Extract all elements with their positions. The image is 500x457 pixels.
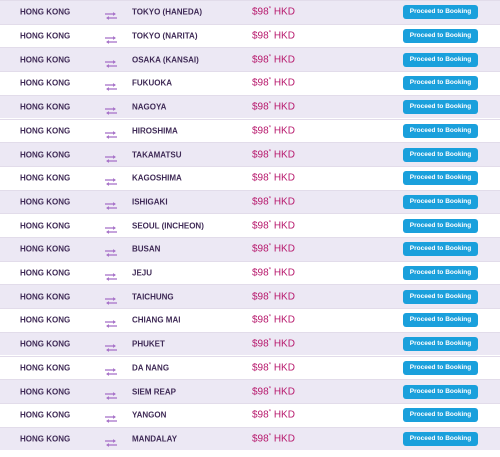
fare-price [252,31,295,42]
swap-arrows-icon [104,103,118,112]
fare-row [0,24,500,48]
price-footnote-mark: * [268,6,272,13]
destination-city: TAICHUNG [132,292,174,302]
swap-arrows-icon [104,174,118,183]
destination-city: FUKUOKA [132,78,172,88]
price-currency: HKD [273,6,295,18]
fare-row [0,142,500,166]
origin-city: HONG KONG [20,31,71,41]
origin-city: HONG KONG [20,197,71,207]
price-footnote-mark: * [268,314,272,321]
fare-row [0,427,500,451]
proceed-to-booking-button[interactable]: Proceed to Booking [403,171,478,185]
price-amount: $98 [252,386,269,398]
price-currency: HKD [273,172,295,184]
price-currency: HKD [273,243,295,255]
fare-price [252,78,295,89]
fare-price [252,196,295,207]
price-amount: $98 [252,267,269,279]
fare-price [252,362,295,373]
price-amount: $98 [252,172,269,184]
price-currency: HKD [273,409,295,421]
destination-city: BUSAN [132,244,161,254]
price-footnote-mark: * [268,433,272,440]
price-amount: $98 [252,291,269,303]
origin-city: HONG KONG [20,292,71,302]
destination-city: YANGON [132,410,167,420]
fare-price [252,244,295,255]
destination-city: TOKYO (NARITA) [132,31,198,41]
origin-city: HONG KONG [20,434,71,444]
swap-arrows-icon [104,126,118,135]
proceed-to-booking-button[interactable]: Proceed to Booking [403,53,478,67]
price-amount: $98 [252,101,269,113]
origin-city: HONG KONG [20,244,71,254]
destination-city: NAGOYA [132,102,167,112]
proceed-to-booking-button[interactable]: Proceed to Booking [403,290,478,304]
swap-arrows-icon [104,55,118,64]
proceed-to-booking-button[interactable]: Proceed to Booking [403,408,478,422]
swap-arrows-icon [104,434,118,443]
swap-arrows-icon [104,8,118,17]
fare-price [252,268,295,279]
proceed-to-booking-button[interactable]: Proceed to Booking [403,195,478,209]
price-currency: HKD [273,77,295,89]
price-footnote-mark: * [268,338,272,345]
fare-row [0,95,500,119]
swap-arrows-icon [104,411,118,420]
swap-arrows-icon [104,32,118,41]
origin-city: HONG KONG [20,126,71,136]
price-currency: HKD [273,101,295,113]
price-footnote-mark: * [268,386,272,393]
swap-arrows-icon [104,387,118,396]
fare-row [0,190,500,214]
price-amount: $98 [252,196,269,208]
price-currency: HKD [273,291,295,303]
origin-city: HONG KONG [20,102,71,112]
proceed-to-booking-button[interactable]: Proceed to Booking [403,242,478,256]
fare-row [0,261,500,285]
fare-row [0,166,500,190]
price-amount: $98 [252,243,269,255]
destination-city: PHUKET [132,339,165,349]
fare-row [0,403,500,427]
price-footnote-mark: * [268,172,272,179]
price-currency: HKD [273,196,295,208]
fare-price [252,54,295,65]
origin-city: HONG KONG [20,221,71,231]
proceed-to-booking-button[interactable]: Proceed to Booking [403,313,478,327]
destination-city: OSAKA (KANSAI) [132,55,199,65]
price-footnote-mark: * [268,267,272,274]
price-amount: $98 [252,125,269,137]
fare-price [252,173,295,184]
price-amount: $98 [252,54,269,66]
proceed-to-booking-button[interactable]: Proceed to Booking [403,76,478,90]
price-amount: $98 [252,409,269,421]
price-currency: HKD [273,125,295,137]
proceed-to-booking-button[interactable]: Proceed to Booking [403,124,478,138]
price-amount: $98 [252,220,269,232]
destination-city: CHIANG MAI [132,315,181,325]
swap-arrows-icon [104,150,118,159]
fare-row [0,284,500,308]
fare-price [252,102,295,113]
proceed-to-booking-button[interactable]: Proceed to Booking [403,5,478,19]
price-currency: HKD [273,30,295,42]
price-footnote-mark: * [268,77,272,84]
fare-price [252,433,295,444]
fare-row [0,308,500,332]
price-footnote-mark: * [268,220,272,227]
price-currency: HKD [273,338,295,350]
destination-city: KAGOSHIMA [132,173,182,183]
proceed-to-booking-button[interactable]: Proceed to Booking [403,266,478,280]
origin-city: HONG KONG [20,268,71,278]
price-currency: HKD [273,220,295,232]
price-footnote-mark: * [268,196,272,203]
origin-city: HONG KONG [20,7,71,17]
price-amount: $98 [252,338,269,350]
origin-city: HONG KONG [20,363,71,373]
destination-city: TOKYO (HANEDA) [132,7,203,17]
destination-city: SIEM REAP [132,387,177,397]
fare-row [0,71,500,95]
price-footnote-mark: * [268,291,272,298]
fare-price [252,386,295,397]
price-footnote-mark: * [268,125,272,132]
price-amount: $98 [252,77,269,89]
price-currency: HKD [273,433,295,445]
price-footnote-mark: * [268,101,272,108]
price-currency: HKD [273,362,295,374]
price-amount: $98 [252,149,269,161]
fare-row [0,119,500,143]
swap-arrows-icon [104,292,118,301]
destination-city: ISHIGAKI [132,197,168,207]
price-amount: $98 [252,362,269,374]
fare-row [0,0,500,24]
destination-city: DA NANG [132,363,170,373]
destination-city: TAKAMATSU [132,150,182,160]
fare-row [0,237,500,261]
proceed-to-booking-button[interactable]: Proceed to Booking [403,432,478,446]
price-amount: $98 [252,30,269,42]
fare-row [0,356,500,380]
fare-price [252,149,295,160]
origin-city: HONG KONG [20,55,71,65]
origin-city: HONG KONG [20,315,71,325]
origin-city: HONG KONG [20,339,71,349]
proceed-to-booking-button[interactable]: Proceed to Booking [403,219,478,233]
price-amount: $98 [252,433,269,445]
price-footnote-mark: * [268,243,272,250]
destination-city: SEOUL (INCHEON) [132,221,204,231]
price-currency: HKD [273,267,295,279]
origin-city: HONG KONG [20,387,71,397]
origin-city: HONG KONG [20,173,71,183]
swap-arrows-icon [104,316,118,325]
proceed-to-booking-button[interactable]: Proceed to Booking [403,29,478,43]
destination-city: JEJU [132,268,153,278]
swap-arrows-icon [104,269,118,278]
proceed-to-booking-button[interactable]: Proceed to Booking [403,148,478,162]
price-currency: HKD [273,314,295,326]
swap-arrows-icon [104,197,118,206]
price-footnote-mark: * [268,149,272,156]
proceed-to-booking-button[interactable]: Proceed to Booking [403,361,478,375]
fare-price [252,315,295,326]
origin-city: HONG KONG [20,150,71,160]
origin-city: HONG KONG [20,78,71,88]
swap-arrows-icon [104,245,118,254]
price-currency: HKD [273,386,295,398]
fare-price [252,125,295,136]
fare-row [0,332,500,356]
price-footnote-mark: * [268,54,272,61]
proceed-to-booking-button[interactable]: Proceed to Booking [403,385,478,399]
proceed-to-booking-button[interactable]: Proceed to Booking [403,337,478,351]
price-amount: $98 [252,314,269,326]
swap-arrows-icon [104,79,118,88]
price-currency: HKD [273,54,295,66]
proceed-to-booking-button[interactable]: Proceed to Booking [403,100,478,114]
price-footnote-mark: * [268,362,272,369]
price-footnote-mark: * [268,409,272,416]
fare-price [252,7,295,18]
swap-arrows-icon [104,363,118,372]
swap-arrows-icon [104,221,118,230]
price-amount: $98 [252,6,269,18]
swap-arrows-icon [104,340,118,349]
destination-city: HIROSHIMA [132,126,178,136]
fare-row [0,213,500,237]
fare-row [0,379,500,403]
fare-price [252,410,295,421]
price-footnote-mark: * [268,30,272,37]
fare-price [252,220,295,231]
destination-city: MANDALAY [132,434,178,444]
fare-price [252,291,295,302]
fare-price [252,339,295,350]
price-currency: HKD [273,149,295,161]
origin-city: HONG KONG [20,410,71,420]
fare-row [0,47,500,71]
